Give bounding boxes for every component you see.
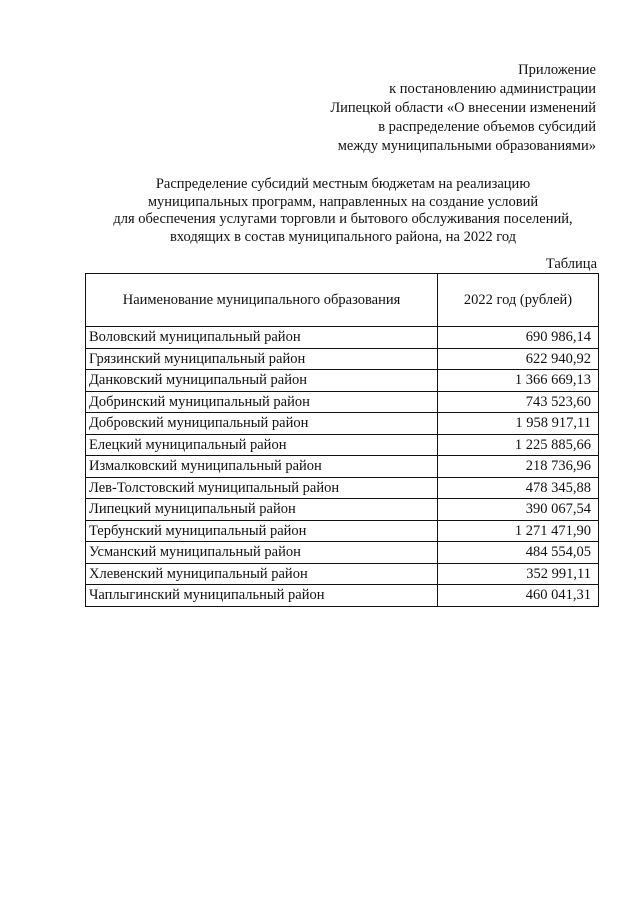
appendix-note <box>330 61 596 156</box>
municipality-name: Воловский муниципальный район <box>86 327 438 349</box>
municipality-name: Лев-Толстовский муниципальный район <box>86 477 438 499</box>
municipality-name: Добринский муниципальный район <box>86 391 438 413</box>
subsidy-amount: 352 991,11 <box>438 563 599 585</box>
table-row <box>86 499 599 521</box>
table-row <box>86 542 599 564</box>
table-row <box>86 456 599 478</box>
table-row <box>86 391 599 413</box>
header-municipality: Наименование муниципального образования <box>86 274 438 327</box>
subsidy-table <box>85 273 599 607</box>
header-amount-2022: 2022 год (рублей) <box>438 274 599 327</box>
municipality-name: Чаплыгинский муниципальный район <box>86 585 438 607</box>
table-row <box>86 434 599 456</box>
title-line: муниципальных программ, направленных на создание условий <box>147 193 539 210</box>
subsidy-amount: 484 554,05 <box>438 542 599 564</box>
appendix-line: Липецкой области «О внесении изменений <box>330 100 596 116</box>
subsidy-amount: 478 345,88 <box>438 477 599 499</box>
subsidy-amount: 690 986,14 <box>438 327 599 349</box>
table-row <box>86 477 599 499</box>
table-row <box>86 348 599 370</box>
table-caption: Таблица <box>545 256 597 272</box>
subsidy-amount: 1 225 885,66 <box>438 434 599 456</box>
municipality-name: Грязинский муниципальный район <box>86 348 438 370</box>
appendix-line: к постановлению администрации <box>389 81 596 97</box>
municipality-name: Данковский муниципальный район <box>86 370 438 392</box>
municipality-name: Липецкий муниципальный район <box>86 499 438 521</box>
municipality-name: Усманский муниципальный район <box>86 542 438 564</box>
municipality-name: Добровский муниципальный район <box>86 413 438 435</box>
table-row <box>86 327 599 349</box>
subsidy-amount: 460 041,31 <box>438 585 599 607</box>
municipality-name: Хлевенский муниципальный район <box>86 563 438 585</box>
title-line: входящих в состав муниципального района, на 2022 год <box>169 228 517 245</box>
municipality-name: Тербунский муниципальный район <box>86 520 438 542</box>
subsidy-amount: 218 736,96 <box>438 456 599 478</box>
subsidy-amount: 1 271 471,90 <box>438 520 599 542</box>
table-row <box>86 413 599 435</box>
municipality-name: Измалковский муниципальный район <box>86 456 438 478</box>
appendix-line: Приложение <box>518 62 596 78</box>
table-row <box>86 563 599 585</box>
appendix-line: между муниципальными образованиями» <box>337 138 596 154</box>
subsidy-amount: 1 958 917,11 <box>438 413 599 435</box>
subsidy-amount: 390 067,54 <box>438 499 599 521</box>
title-line: Распределение субсидий местным бюджетам на реализацию <box>155 176 531 192</box>
subsidy-amount: 622 940,92 <box>438 348 599 370</box>
table-row <box>86 585 599 607</box>
subsidy-amount: 1 366 669,13 <box>438 370 599 392</box>
subsidy-amount: 743 523,60 <box>438 391 599 413</box>
title-line: для обеспечения услугами торговли и бытового обслуживания поселений, <box>113 211 573 227</box>
table-row <box>86 520 599 542</box>
municipality-name: Елецкий муниципальный район <box>86 434 438 456</box>
table-row <box>86 370 599 392</box>
table-header-row <box>86 274 599 327</box>
document-title <box>60 176 626 246</box>
appendix-line: в распределение объемов субсидий <box>378 119 596 135</box>
